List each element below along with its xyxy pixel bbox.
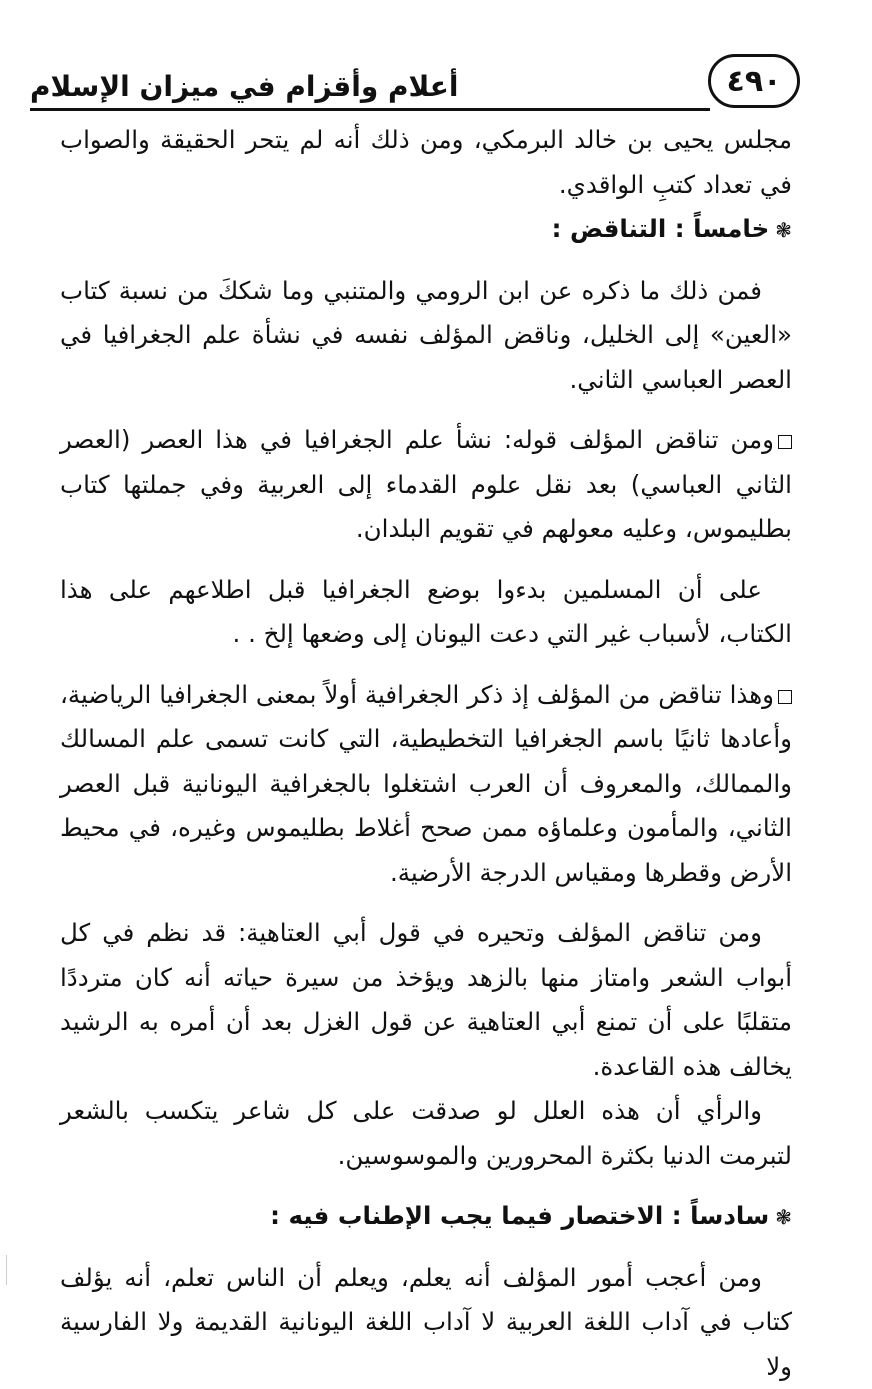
page-number: ٤٩٠ [708, 54, 800, 108]
scan-edge-mark [6, 1255, 7, 1285]
paragraph: على أن المسلمين بدءوا بوضع الجغرافيا قبل اطلاعهم على هذا الكتاب، لأسباب غير التي دعت اليونان إلى وضعها إلخ . . [60, 568, 792, 657]
section-heading-fifth [60, 207, 792, 253]
asterisk-flower-icon: ❃ [775, 218, 792, 242]
paragraph-text: ومن تناقض المؤلف قوله: نشأ علم الجغرافيا في هذا العصر (العصر الثاني العباسي) بعد نقل علوم القدماء إلى العربية وفي جملتها كتاب بطليموس، وعليه معولهم في تقويم البلدان. [60, 425, 792, 543]
paragraph: مجلس يحيى بن خالد البرمكي، ومن ذلك أنه لم يتحر الحقيقة والصواب في تعداد كتبِ الواقدي. [60, 118, 792, 207]
header-rule [30, 108, 710, 111]
paragraph-text: وهذا تناقض من المؤلف إذ ذكر الجغرافية أولاً بمعنى الجغرافيا الرياضية، وأعادها ثانيًا باسم الجغرافيا التخطيطية، التي كانت تسمى علم المسالك والممالك، والمعروف أن العرب اشتغلوا بالجغرافية اليونانية قبل العصر الثاني، والمأمون وعلماؤه ممن صحح أغلاط بطليموس وغيره، في محيط الأرض وقطرها ومقياس الدرجة الأرضية. [60, 680, 792, 887]
paragraph: ومن أعجب أمور المؤلف أنه يعلم، ويعلم أن الناس تعلم، أنه يؤلف كتاب في آداب اللغة العربية لا آداب اللغة اليونانية القديمة ولا الفارسية ولا [60, 1256, 792, 1389]
page-body [60, 118, 792, 1389]
section-heading-sixth [60, 1194, 792, 1240]
paragraph: ومن تناقض المؤلف وتحيره في قول أبي العتاهية: قد نظم في كل أبواب الشعر وامتاز منها بالزهد ويؤخذ من سيرة حياته أنه كان مترددًا متقلبًا على أن تمنع أبي العتاهية عن قول الغزل بعد أن أمره به الرشيد يخالف هذه القاعدة. [60, 911, 792, 1089]
section-heading-text: سادساً : الاختصار فيما يجب الإطناب فيه : [270, 1201, 769, 1230]
box-icon [778, 435, 792, 449]
paragraph [60, 418, 792, 552]
book-title: أعلام وأقزام في ميزان الإسلام [30, 70, 458, 103]
paragraph [60, 673, 792, 896]
asterisk-flower-icon: ❃ [775, 1205, 792, 1229]
paragraph: والرأي أن هذه العلل لو صدقت على كل شاعر يتكسب بالشعر لتبرمت الدنيا بكثرة المحرورين والموسوسين. [60, 1089, 792, 1178]
box-icon [778, 690, 792, 704]
section-heading-text: خامساً : التناقض : [552, 214, 770, 243]
page-header [30, 48, 810, 110]
paragraph: فمن ذلك ما ذكره عن ابن الرومي والمتنبي وما شككَ من نسبة كتاب «العين» إلى الخليل، وناقض المؤلف نفسه في نشأة علم الجغرافيا في العصر العباسي الثاني. [60, 269, 792, 403]
